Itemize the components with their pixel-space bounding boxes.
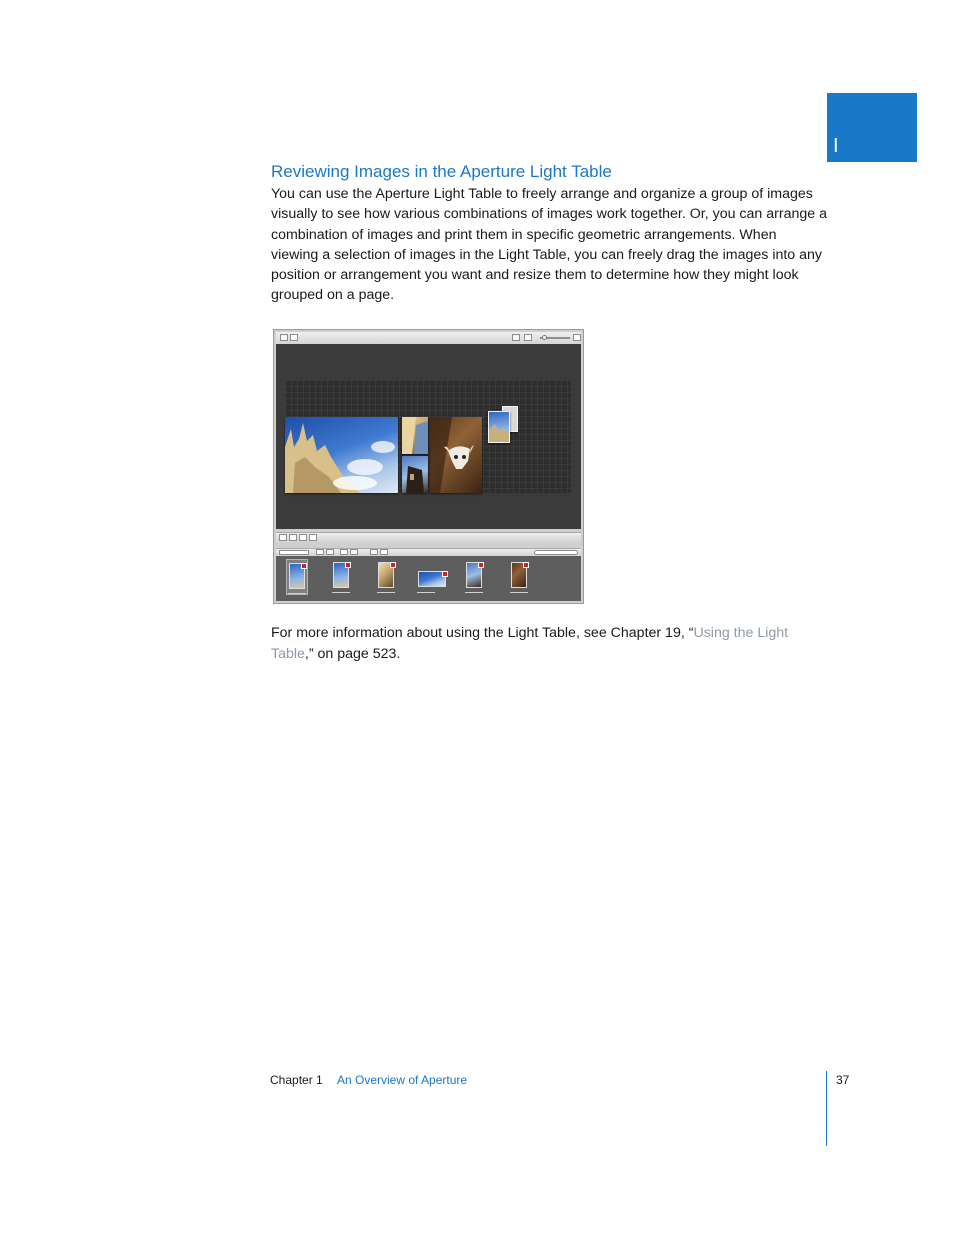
tool-icon [309,534,317,541]
photo-building-icon [402,456,428,493]
browser-thumbnail [331,559,353,595]
browser-thumbnail [509,559,531,595]
browser-control-icon [350,549,358,555]
toolbar-button-icon [573,334,581,341]
thumbnail-caption [377,592,395,593]
browser-thumbnail [464,559,486,595]
chapter-tab [827,93,917,162]
thumbnail-caption [510,592,528,593]
browser-control-icon [340,549,348,555]
thumbnail-caption [332,592,350,593]
photo-dragged-icon [489,412,509,442]
light-table-screenshot [273,329,584,604]
badge-icon [442,571,448,577]
browser-thumbnail [416,559,448,595]
toolbar-button-icon [512,334,520,341]
image-browser [276,556,581,601]
tool-icon [299,534,307,541]
thumbnail-caption [465,592,483,593]
cross-reference-link[interactable]: Using the Light Table [271,625,789,662]
thumbnail-caption [288,593,306,594]
browser-search-field [534,550,578,555]
section-heading: Reviewing Images in the Aperture Light Table [271,162,612,181]
toolbar-button-icon [290,334,298,341]
browser-thumbnail [376,559,398,595]
browser-control-icon [326,549,334,555]
badge-icon [390,562,396,568]
cross-reference-paragraph [271,623,827,665]
zoom-slider-knob-icon [542,335,547,340]
photo-stone-icon [402,417,428,454]
browser-thumbnail [286,559,308,595]
light-table-grid [285,380,571,493]
badge-icon [345,562,351,568]
cross-reference-text-after: ,” on page 523. [304,645,401,662]
select-tool-icon [279,534,287,541]
photo-dragged [488,411,510,443]
browser-control-icon [316,549,324,555]
toolbar-button-icon [280,334,288,341]
tool-icon [289,534,297,541]
badge-icon [301,563,307,569]
footer-chapter-label: Chapter 1 [270,1073,323,1087]
page-number: 37 [836,1073,850,1087]
toolbar-button-icon [524,334,532,341]
light-table-tools-bar [276,532,581,543]
cross-reference-text-before: For more information about using the Light Table, see Chapter 19, “ [271,625,694,641]
browser-control-icon [370,549,378,555]
light-table-canvas [276,344,581,529]
badge-icon [478,562,484,568]
body-paragraph: You can use the Aperture Light Table to freely arrange and organize a group of images visually to see how various combinations of images work together. Or, you can arrange a combination of images and print them in specific geometric arrangements. When viewing a selection of images in the Light Table, you can freely drag the images into any position or arrangement you want and resize them to determine how they might look grouped on a page. [271,186,827,304]
photo-building-bottom [402,456,428,493]
chapter-tab-mark: I [833,135,839,157]
footer-chapter-title[interactable]: An Overview of Aperture [337,1073,468,1087]
photo-spires-icon [285,417,398,493]
badge-icon [523,562,529,568]
photo-skull-icon [430,417,482,493]
browser-control-icon [380,549,388,555]
photo-skull-wall [430,417,482,493]
browser-controls-bar [276,548,581,556]
photo-spires-sky [285,417,398,493]
thumbnail-caption [417,592,435,593]
footer-divider [826,1071,827,1146]
browser-view-select [279,550,309,555]
photo-stone-top [402,417,428,454]
